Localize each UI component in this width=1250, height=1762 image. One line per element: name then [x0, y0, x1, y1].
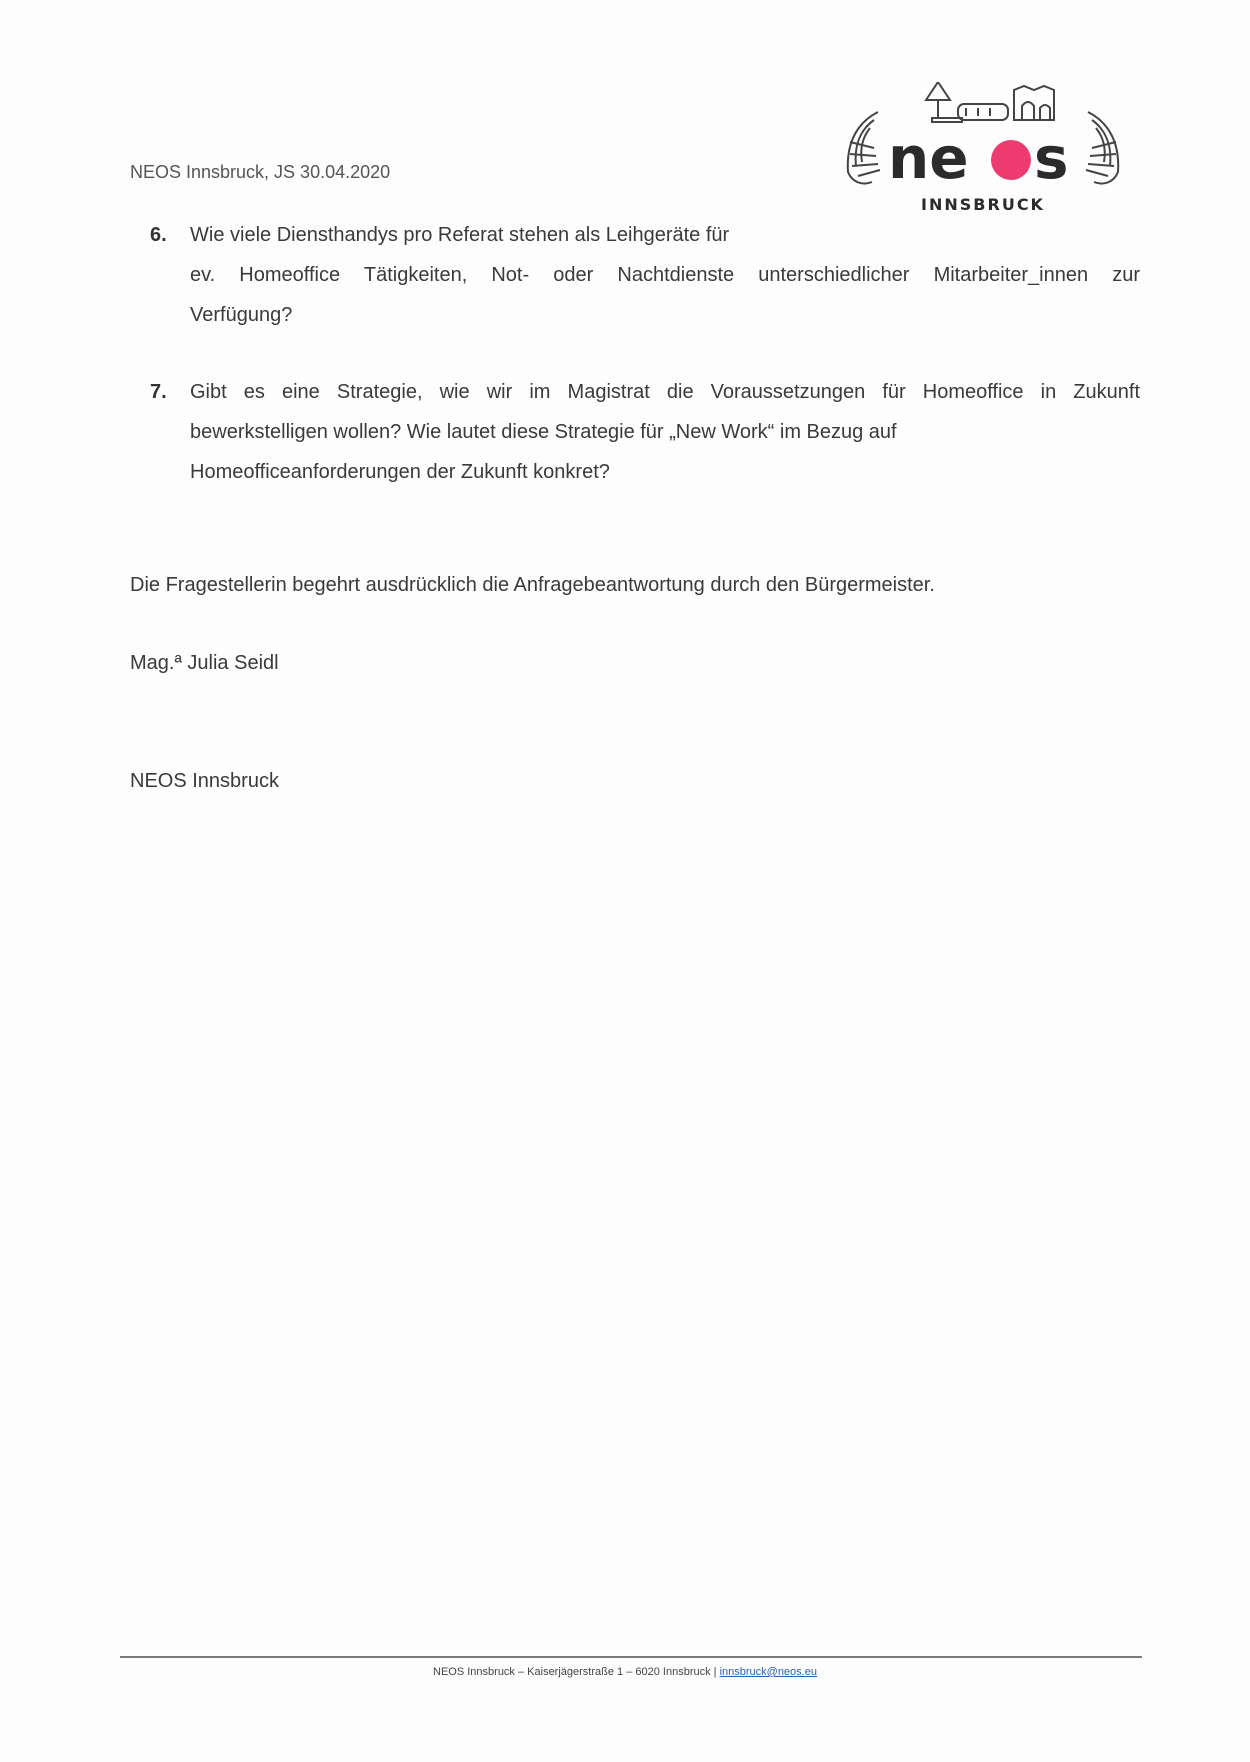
footer-address: NEOS Innsbruck – Kaiserjägerstraße 1 – 6020 Innsbruck | — [433, 1666, 720, 1678]
footer-email-link[interactable]: innsbruck@neos.eu — [719, 1666, 817, 1678]
question-number: 7. — [150, 381, 167, 403]
svg-text:s: s — [1034, 124, 1069, 192]
question-line: Gibt es eine Strategie, wie wir im Magistrat die Voraussetzungen für Homeoffice in Zukunft — [190, 381, 1140, 403]
footer-divider — [120, 1656, 1142, 1658]
header-meta: NEOS Innsbruck, JS 30.04.2020 — [130, 162, 391, 182]
request-statement: Die Fragestellerin begehrt ausdrücklich die Anfragebeantwortung durch den Bürgermeister. — [130, 574, 935, 596]
question-number: 6. — [150, 224, 167, 246]
question-line: Wie viele Diensthandys pro Referat stehen als Leihgeräte für — [190, 224, 730, 246]
logo-wordmark: ne — [888, 124, 969, 192]
question-line: Homeofficeanforderungen der Zukunft konkret? — [190, 461, 610, 483]
right-wing-icon — [1086, 112, 1118, 184]
question-7 — [150, 372, 1140, 492]
footer — [0, 1666, 1250, 1678]
signature-name: Mag.ª Julia Seidl — [130, 652, 279, 674]
question-line: ev. Homeoffice Tätigkeiten, Not- oder Nachtdienste unterschiedlicher Mitarbeiter_innen zur — [190, 264, 1140, 286]
question-line: Verfügung? — [190, 304, 293, 326]
question-list — [150, 215, 1140, 492]
logo-accent-dot — [991, 140, 1031, 180]
neos-innsbruck-logo — [838, 82, 1128, 216]
logo-city: INNSBRUCK — [921, 195, 1045, 214]
city-skyline-icon — [926, 82, 1054, 122]
signature-organization: NEOS Innsbruck — [130, 770, 279, 792]
question-line: bewerkstelligen wollen? Wie lautet diese Strategie für „New Work“ im Bezug auf — [190, 421, 897, 443]
left-wing-icon — [848, 112, 880, 184]
question-6 — [150, 215, 1140, 335]
